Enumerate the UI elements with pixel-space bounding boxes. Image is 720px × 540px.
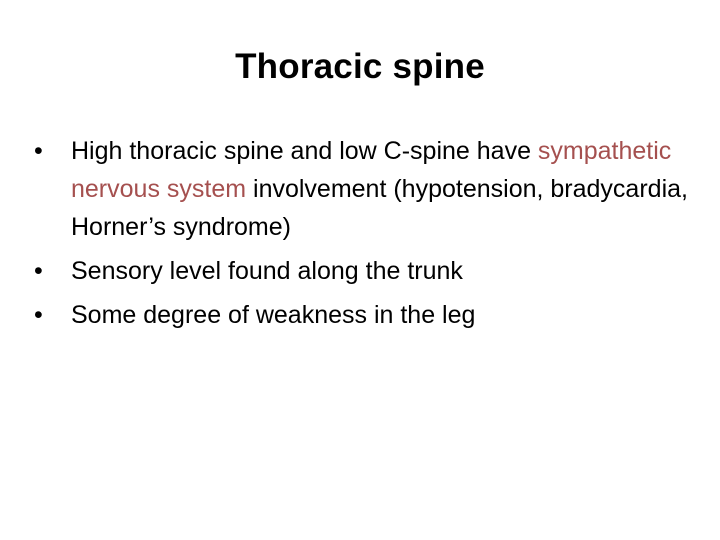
bullet-item xyxy=(34,132,694,246)
bullet-text: Some degree of weakness in the leg xyxy=(71,301,476,329)
bullet-list xyxy=(34,132,694,340)
bullet-text-part: involvement (hypotension, bradycardia, Horner’s syndrome) xyxy=(71,175,688,241)
bullet-text: Sensory level found along the trunk xyxy=(71,257,463,285)
highlighted-term: sympathetic nervous system xyxy=(71,137,672,203)
bullet-item xyxy=(34,296,694,334)
bullet-dot-icon: • xyxy=(34,137,43,165)
bullet-dot-icon: • xyxy=(34,301,43,329)
bullet-text-part: High thoracic spine and low C-spine have xyxy=(71,137,538,165)
bullet-dot-icon: • xyxy=(34,257,43,285)
slide-title: Thoracic spine xyxy=(235,47,485,86)
bullet-item xyxy=(34,252,694,290)
